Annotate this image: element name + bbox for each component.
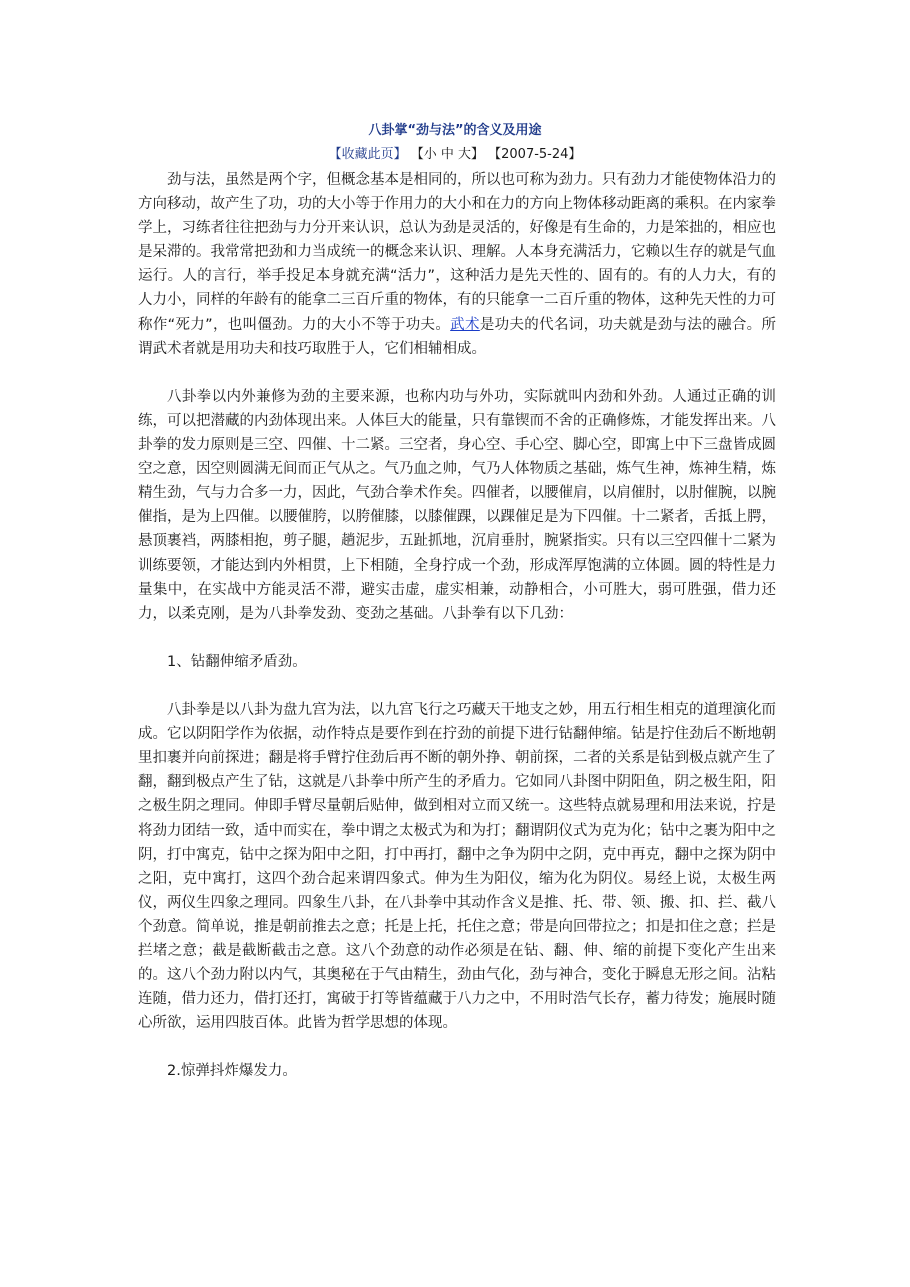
paragraph-1-text-a: 劲与法，虽然是两个字，但概念基本是相同的，所以也可称为劲力。只有劲力才能使物体沿力的方向移动，故产生了功，功的大小等于作用力的大小和在力的方向上物体移动距离的乘积。在内家拳学上，习练者往往把劲与力分开来认识，总认为劲是灵活的，好像是有生命的，力是笨拙的，相应也是呆滞的。我常常把劲和力当成统一的概念来认识、理解。人本身充满活力，它赖以生存的就是气血运行。人的言行，举手投足本身就充满“活力”，这种活力是先天性的、固有的。有的人力大，有的人力小，同样的年龄有的能拿二三百斤重的物体，有的只能拿一二百斤重的物体，这种先天性的力可称作“死力”，也叫僵劲。力的大小不等于功夫。	[138, 172, 776, 333]
wushu-link[interactable]: 武术	[450, 316, 480, 333]
bookmark-link[interactable]: 【收藏此页】	[328, 147, 407, 162]
paragraph-2: 八卦拳以内外兼修为劲的主要来源，也称内功与外功，实际就叫内劲和外劲。人通过正确的训练，可以把潜藏的内劲体现出来。人体巨大的能量，只有靠锲而不舍的正确修炼，才能发挥出来。八卦拳的发力原则是三空、四催、十二紧。三空者，身心空、手心空、脚心空，即寓上中下三盘皆成圆空之意，因空则圆满无间而正气从之。气乃血之帅，气乃人体物质之基础，炼气生神，炼神生精，炼精生劲，气与力合多一力，因此，气劲合拳术作矣。四催者，以腰催肩，以肩催肘，以肘催腕，以腕催指，是为上四催。以腰催胯，以胯催膝，以膝催踝，以踝催足是为下四催。十二紧者，舌抵上腭，悬顶裹裆，两膝相抱，剪子腿，趟泥步，五趾抓地，沉肩垂肘，腕紧指实。只有以三空四催十二紧为训练要领，才能达到内外相贯，上下相随，全身拧成一个劲，形成浑厚饱满的立体圆。圆的特性是力量集中，在实战中方能灵活不滞，避实击虚，虚实相兼，动静相合，小可胜大，弱可胜强，借力还力，以柔克刚，是为八卦拳发劲、变劲之基础。八卦拳有以下几劲：	[138, 388, 776, 622]
article-meta	[0, 145, 910, 165]
article-body	[138, 168, 776, 1108]
publish-date: 【2007-5-24】	[488, 147, 582, 162]
section-heading-1: 1、钻翻伸缩矛盾劲。	[167, 653, 307, 670]
article-title: 八卦掌“劲与法”的含义及用途	[368, 123, 542, 138]
section-heading-2: 2.惊弹抖炸爆发力。	[167, 1063, 297, 1080]
paragraph-1-text-b: 是功夫的代名词，功夫就是劲与法的融合。所谓武术者就是用功夫和技巧取胜于人，它们相辅相成。	[138, 316, 776, 357]
paragraph-3: 八卦拳是以八卦为盘九宫为法，以九宫飞行之巧藏天干地支之妙，用五行相生相克的道理演化而成。它以阴阳学作为依据，动作特点是要作到在拧劲的前提下进行钻翻伸缩。钻是拧住劲后不断地朝里扣裹并向前探进；翻是将手臂拧住劲后再不断的朝外挣、朝前探，二者的关系是钻到极点就产生了翻，翻到极点产生了钻，这就是八卦拳中所产生的矛盾力。它如同八卦图中阴阳鱼，阴之极生阳，阳之极生阴之理同。伸即手臂尽量朝后贴伸，做到相对立而又统一。这些特点就易理和用法来说，拧是将劲力团结一致，适中而实在，拳中谓之太极式为和为打；翻谓阴仪式为克为化；钻中之裹为阳中之阴，打中寓克，钻中之探为阳中之阳，打中再打，翻中之争为阴中之阴，克中再克，翻中之探为阴中之阳，克中寓打，这四个劲合起来谓四象式。伸为生为阳仪，缩为化为阴仪。易经上说，太极生两仪，两仪生四象之理同。四象生八卦，在八卦拳中其动作含义是推、托、带、领、搬、扣、拦、截八个劲意。简单说，推是朝前推去之意；托是上托，托住之意；带是向回带拉之；扣是扣住之意；拦是拦堵之意；截是截断截击之意。这八个劲意的动作必须是在钻、翻、伸、缩的前提下变化产生出来的。这八个劲力附以内气，其奥秘在于气由精生，劲由气化，劲与神合，变化于瞬息无形之间。沾粘连随，借力还力，借打还打，寓破于打等皆蕴藏于八力之中，不用时浩气长存，蓄力待发；施展时随心所欲，运用四肢百体。此皆为哲学思想的体现。	[138, 702, 776, 1032]
font-size-selector[interactable]: 【小 中 大】	[410, 147, 484, 162]
paragraph-1	[138, 168, 776, 361]
